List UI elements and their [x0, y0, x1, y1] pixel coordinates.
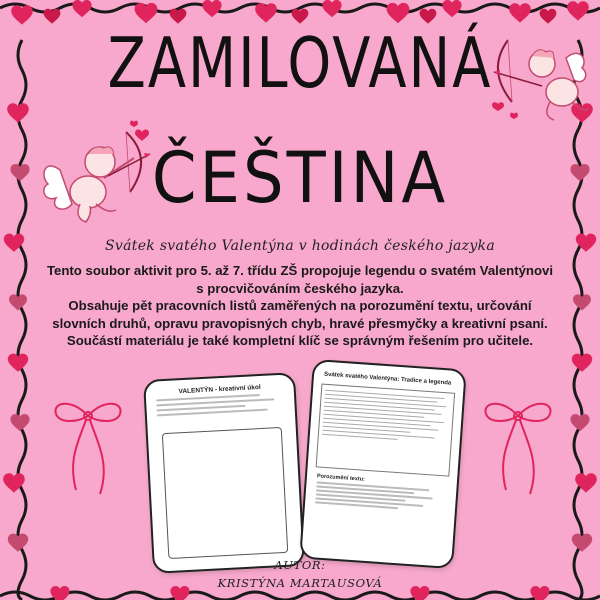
worksheet-preview-title: VALENTÝN - kreativní úkol	[178, 383, 261, 396]
reading-text-box	[316, 384, 456, 477]
worksheet-preview-creative	[143, 372, 305, 574]
author-name: KRISTÝNA MARTAUSOVÁ	[217, 576, 383, 590]
description-line: s procvičováním českého jazyka.	[196, 280, 404, 296]
author-label: AUTOR:	[274, 558, 326, 572]
worksheet-preview-title: Svátek svatého Valentýna: Tradice a legenda	[323, 371, 452, 387]
title-line-2: ČEŠTINA	[151, 138, 449, 220]
description-line: Obsahuje pět pracovních listů zaměřených na porozumění textu, určování	[68, 298, 532, 313]
drawing-box	[162, 427, 288, 559]
title-line-1: ZAMILOVANÁ	[107, 22, 493, 104]
description-line: Součástí materiálu je také kompletní klíč se správným řešením pro učitele.	[66, 333, 534, 348]
description-line: Tento soubor aktivit pro 5. až 7. třídu ZŠ propojuje legendu o svatém Valentýnovi	[46, 263, 554, 278]
author-block	[0, 556, 600, 592]
worksheet-preview-legend	[299, 359, 467, 569]
subtitle: Svátek svatého Valentýna v hodinách českého jazyka	[105, 238, 495, 254]
ribbon-bow-left	[48, 394, 128, 498]
ribbon-bow-right	[478, 394, 558, 498]
description-line: slovních druhů, opravu pravopisných chyb, hravé přesmyčky a kreativní psaní.	[52, 315, 548, 331]
section-heading: Porozumění textu:	[316, 473, 366, 483]
description	[24, 262, 576, 350]
